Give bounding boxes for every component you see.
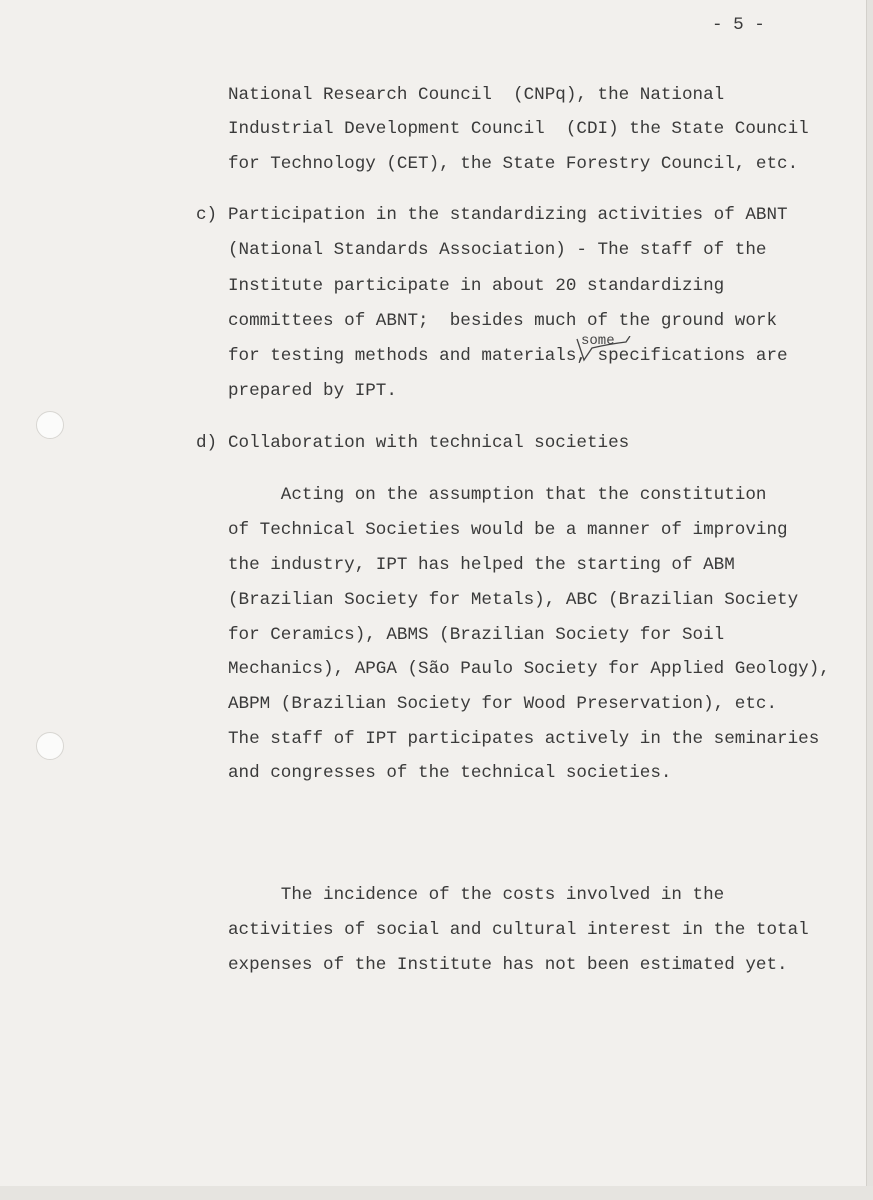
page-number: - 5 - bbox=[712, 15, 765, 35]
text-line: National Research Council (CNPq), the National bbox=[228, 85, 725, 105]
punch-hole bbox=[36, 732, 64, 760]
list-marker-c: c) bbox=[196, 205, 218, 225]
text-line: Industrial Development Council (CDI) the State Council bbox=[228, 119, 809, 139]
text-line: Participation in the standardizing activities of ABNT bbox=[228, 205, 788, 225]
list-marker-d: d) bbox=[196, 433, 218, 453]
text-line: of Technical Societies would be a manner of improving bbox=[228, 520, 788, 540]
handwritten-insertion: some bbox=[581, 333, 615, 349]
text-line: The staff of IPT participates actively in the seminaries bbox=[228, 729, 820, 749]
text-line: for testing methods and materials, specifications are bbox=[228, 346, 788, 366]
text-line: (Brazilian Society for Metals), ABC (Brazilian Society bbox=[228, 590, 799, 610]
text-line: (National Standards Association) - The staff of the bbox=[228, 240, 767, 260]
text-line: Mechanics), APGA (São Paulo Society for Applied Geology), bbox=[228, 659, 830, 679]
text-line: and congresses of the technical societies. bbox=[228, 763, 672, 783]
text-line: The incidence of the costs involved in the bbox=[228, 885, 725, 905]
punch-hole bbox=[36, 411, 64, 439]
section-heading: Collaboration with technical societies bbox=[228, 433, 630, 453]
insertion-caret-mark bbox=[574, 336, 634, 366]
text-line: committees of ABNT; besides much of the ground work bbox=[228, 311, 778, 331]
page-edge bbox=[866, 0, 873, 1200]
text-line: expenses of the Institute has not been estimated yet. bbox=[228, 955, 788, 975]
text-line: for Technology (CET), the State Forestry Council, etc. bbox=[228, 154, 799, 174]
text-line: the industry, IPT has helped the starting of ABM bbox=[228, 555, 735, 575]
text-line: for Ceramics), ABMS (Brazilian Society for Soil bbox=[228, 625, 725, 645]
text-line: Acting on the assumption that the constitution bbox=[228, 485, 767, 505]
text-line: ABPM (Brazilian Society for Wood Preservation), etc. bbox=[228, 694, 778, 714]
text-line: prepared by IPT. bbox=[228, 381, 397, 401]
text-line: activities of social and cultural interest in the total bbox=[228, 920, 809, 940]
text-line: Institute participate in about 20 standardizing bbox=[228, 276, 725, 296]
scan-bottom-edge bbox=[0, 1186, 873, 1200]
